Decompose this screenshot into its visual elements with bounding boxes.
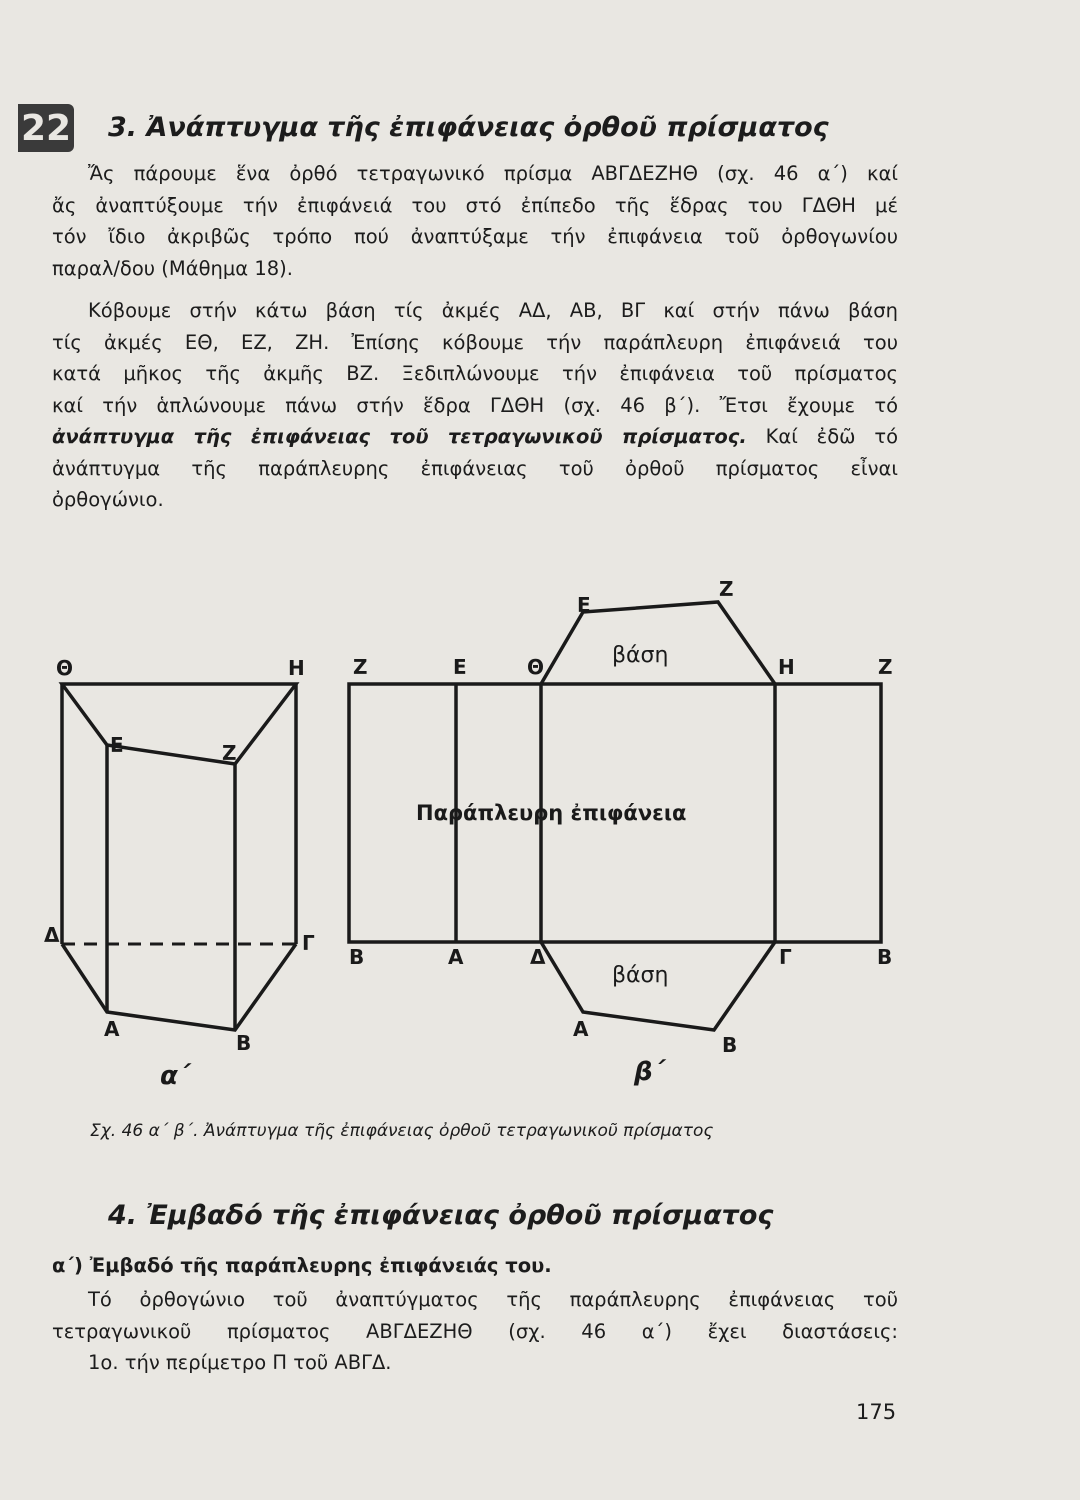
vertex-theta: Θ — [56, 656, 74, 680]
prism-bottom-visible-edges — [62, 944, 296, 1030]
section-4-heading: 4. Ἐμβαδό τῆς ἐπιφάνειας ὀρθοῦ πρίσματος — [108, 1200, 774, 1231]
section-3-paragraph-2 — [52, 295, 898, 516]
vertex-epsilon: Ε — [110, 733, 124, 757]
text-line: Ἄς πάρουμε ἕνα ὀρθό τετραγωνικό πρίσμα ΑΒΓΔΕΖΗΘ (σχ. 46 α΄) καί — [88, 162, 898, 185]
text-line: ὀρθογώνιο. — [52, 488, 164, 511]
text-line: καί τήν ἁπλώνουμε πάνω στήν ἕδρα ΓΔΘΗ (σχ. 46 β΄). Ἔτσι ἔχουμε τό — [52, 393, 898, 417]
text-line: Τό ὀρθογώνιο τοῦ ἀναπτύγματος τῆς παράπλευρης ἐπιφάνειας τοῦ — [88, 1288, 898, 1311]
net-bottom-label: Δ — [530, 945, 546, 969]
text-line: Κόβουμε στήν κάτω βάση τίς ἀκμές ΑΔ, ΑΒ, ΒΓ καί στήν πάνω βάση — [88, 299, 898, 322]
bottom-base-vertex-a: Α — [573, 1017, 589, 1041]
text-line-with-emphasis — [52, 421, 898, 453]
net-top-label: Η — [778, 655, 795, 679]
prism-top-face — [62, 684, 296, 764]
lateral-surface-label: Παράπλευρη ἐπιφάνεια — [416, 801, 687, 825]
net-bottom-label: Β — [349, 945, 365, 969]
vertex-gamma: Γ — [302, 931, 315, 955]
text-line: τετραγωνικοῦ πρίσματος ΑΒΓΔΕΖΗΘ (σχ. 46 α΄) ἔχει διαστάσεις: — [52, 1319, 898, 1343]
figure-a-prism — [62, 684, 296, 1030]
top-base-label: βάση — [612, 643, 669, 668]
section-4-subheading: α΄) Ἐμβαδό τῆς παράπλευρης ἐπιφάνειάς του. — [52, 1254, 552, 1277]
text-run: Καί ἐδῶ τό — [746, 425, 898, 448]
text-line: ἄς ἀναπτύξουμε τήν ἐπιφάνειά του στό ἐπίπεδο τῆς ἕδρας του ΓΔΘΗ μέ — [52, 193, 898, 217]
section-badge: 22 — [18, 104, 74, 152]
bottom-base-vertex-b: Β — [722, 1033, 738, 1057]
net-top-label: Ζ — [878, 655, 893, 679]
section-3-heading: 3. Ἀνάπτυγμα τῆς ἐπιφάνειας ὀρθοῦ πρίσματος — [108, 112, 829, 143]
text-line: τόν ἴδιο ἀκριβῶς τρόπο πού ἀναπτύξαμε τήν ἐπιφάνεια τοῦ ὀρθογωνίου — [52, 225, 898, 248]
net-bottom-label: Β — [877, 945, 893, 969]
list-item: 1ο. τήν περίμετρο Π τοῦ ΑΒΓΔ. — [88, 1351, 392, 1374]
text-line: παραλ/δου (Μάθημα 18). — [52, 256, 293, 280]
top-base-vertex-e: Ε — [577, 593, 591, 617]
figure-a-label: α΄ — [160, 1061, 190, 1091]
bottom-base-label: βάση — [612, 963, 669, 988]
net-top-label: Ζ — [353, 655, 368, 679]
vertex-delta: Δ — [44, 923, 60, 947]
vertex-alpha: Α — [104, 1017, 120, 1041]
figure-46 — [0, 560, 1080, 1120]
figure-caption: Σχ. 46 α΄ β΄. Ἀνάπτυγμα τῆς ἐπιφάνειας ὀρθοῦ τετραγωνικοῦ πρίσματος — [90, 1121, 714, 1141]
net-bottom-label: Α — [448, 945, 464, 969]
vertex-eta: Η — [288, 656, 305, 680]
text-line: ἀνάπτυγμα τῆς παράπλευρης ἐπιφάνειας τοῦ ὀρθοῦ πρίσματος εἶναι — [52, 456, 898, 480]
net-top-label: Ε — [453, 655, 467, 679]
emphasis-term: ἀνάπτυγμα τῆς ἐπιφάνειας τοῦ τετραγωνικοῦ πρίσματος. — [52, 425, 747, 448]
top-base-vertex-z: Ζ — [719, 577, 734, 601]
page-number: 175 — [856, 1400, 897, 1424]
net-top-label: Θ — [527, 655, 545, 679]
vertex-beta: Β — [236, 1031, 252, 1055]
vertex-zeta: Ζ — [222, 741, 237, 765]
section-3-paragraph-1 — [52, 158, 898, 284]
figure-b-label: β΄ — [634, 1057, 665, 1087]
net-bottom-label: Γ — [779, 945, 792, 969]
text-line: κατά μῆκος τῆς ἀκμῆς ΒΖ. Ξεδιπλώνουμε τήν ἐπιφάνεια τοῦ πρίσματος — [52, 362, 898, 385]
section-4-paragraph — [52, 1284, 898, 1379]
text-line: τίς ἀκμές ΕΘ, ΕΖ, ΖΗ. Ἐπίσης κόβουμε τήν παράπλευρη ἐπιφάνειά του — [52, 330, 898, 354]
